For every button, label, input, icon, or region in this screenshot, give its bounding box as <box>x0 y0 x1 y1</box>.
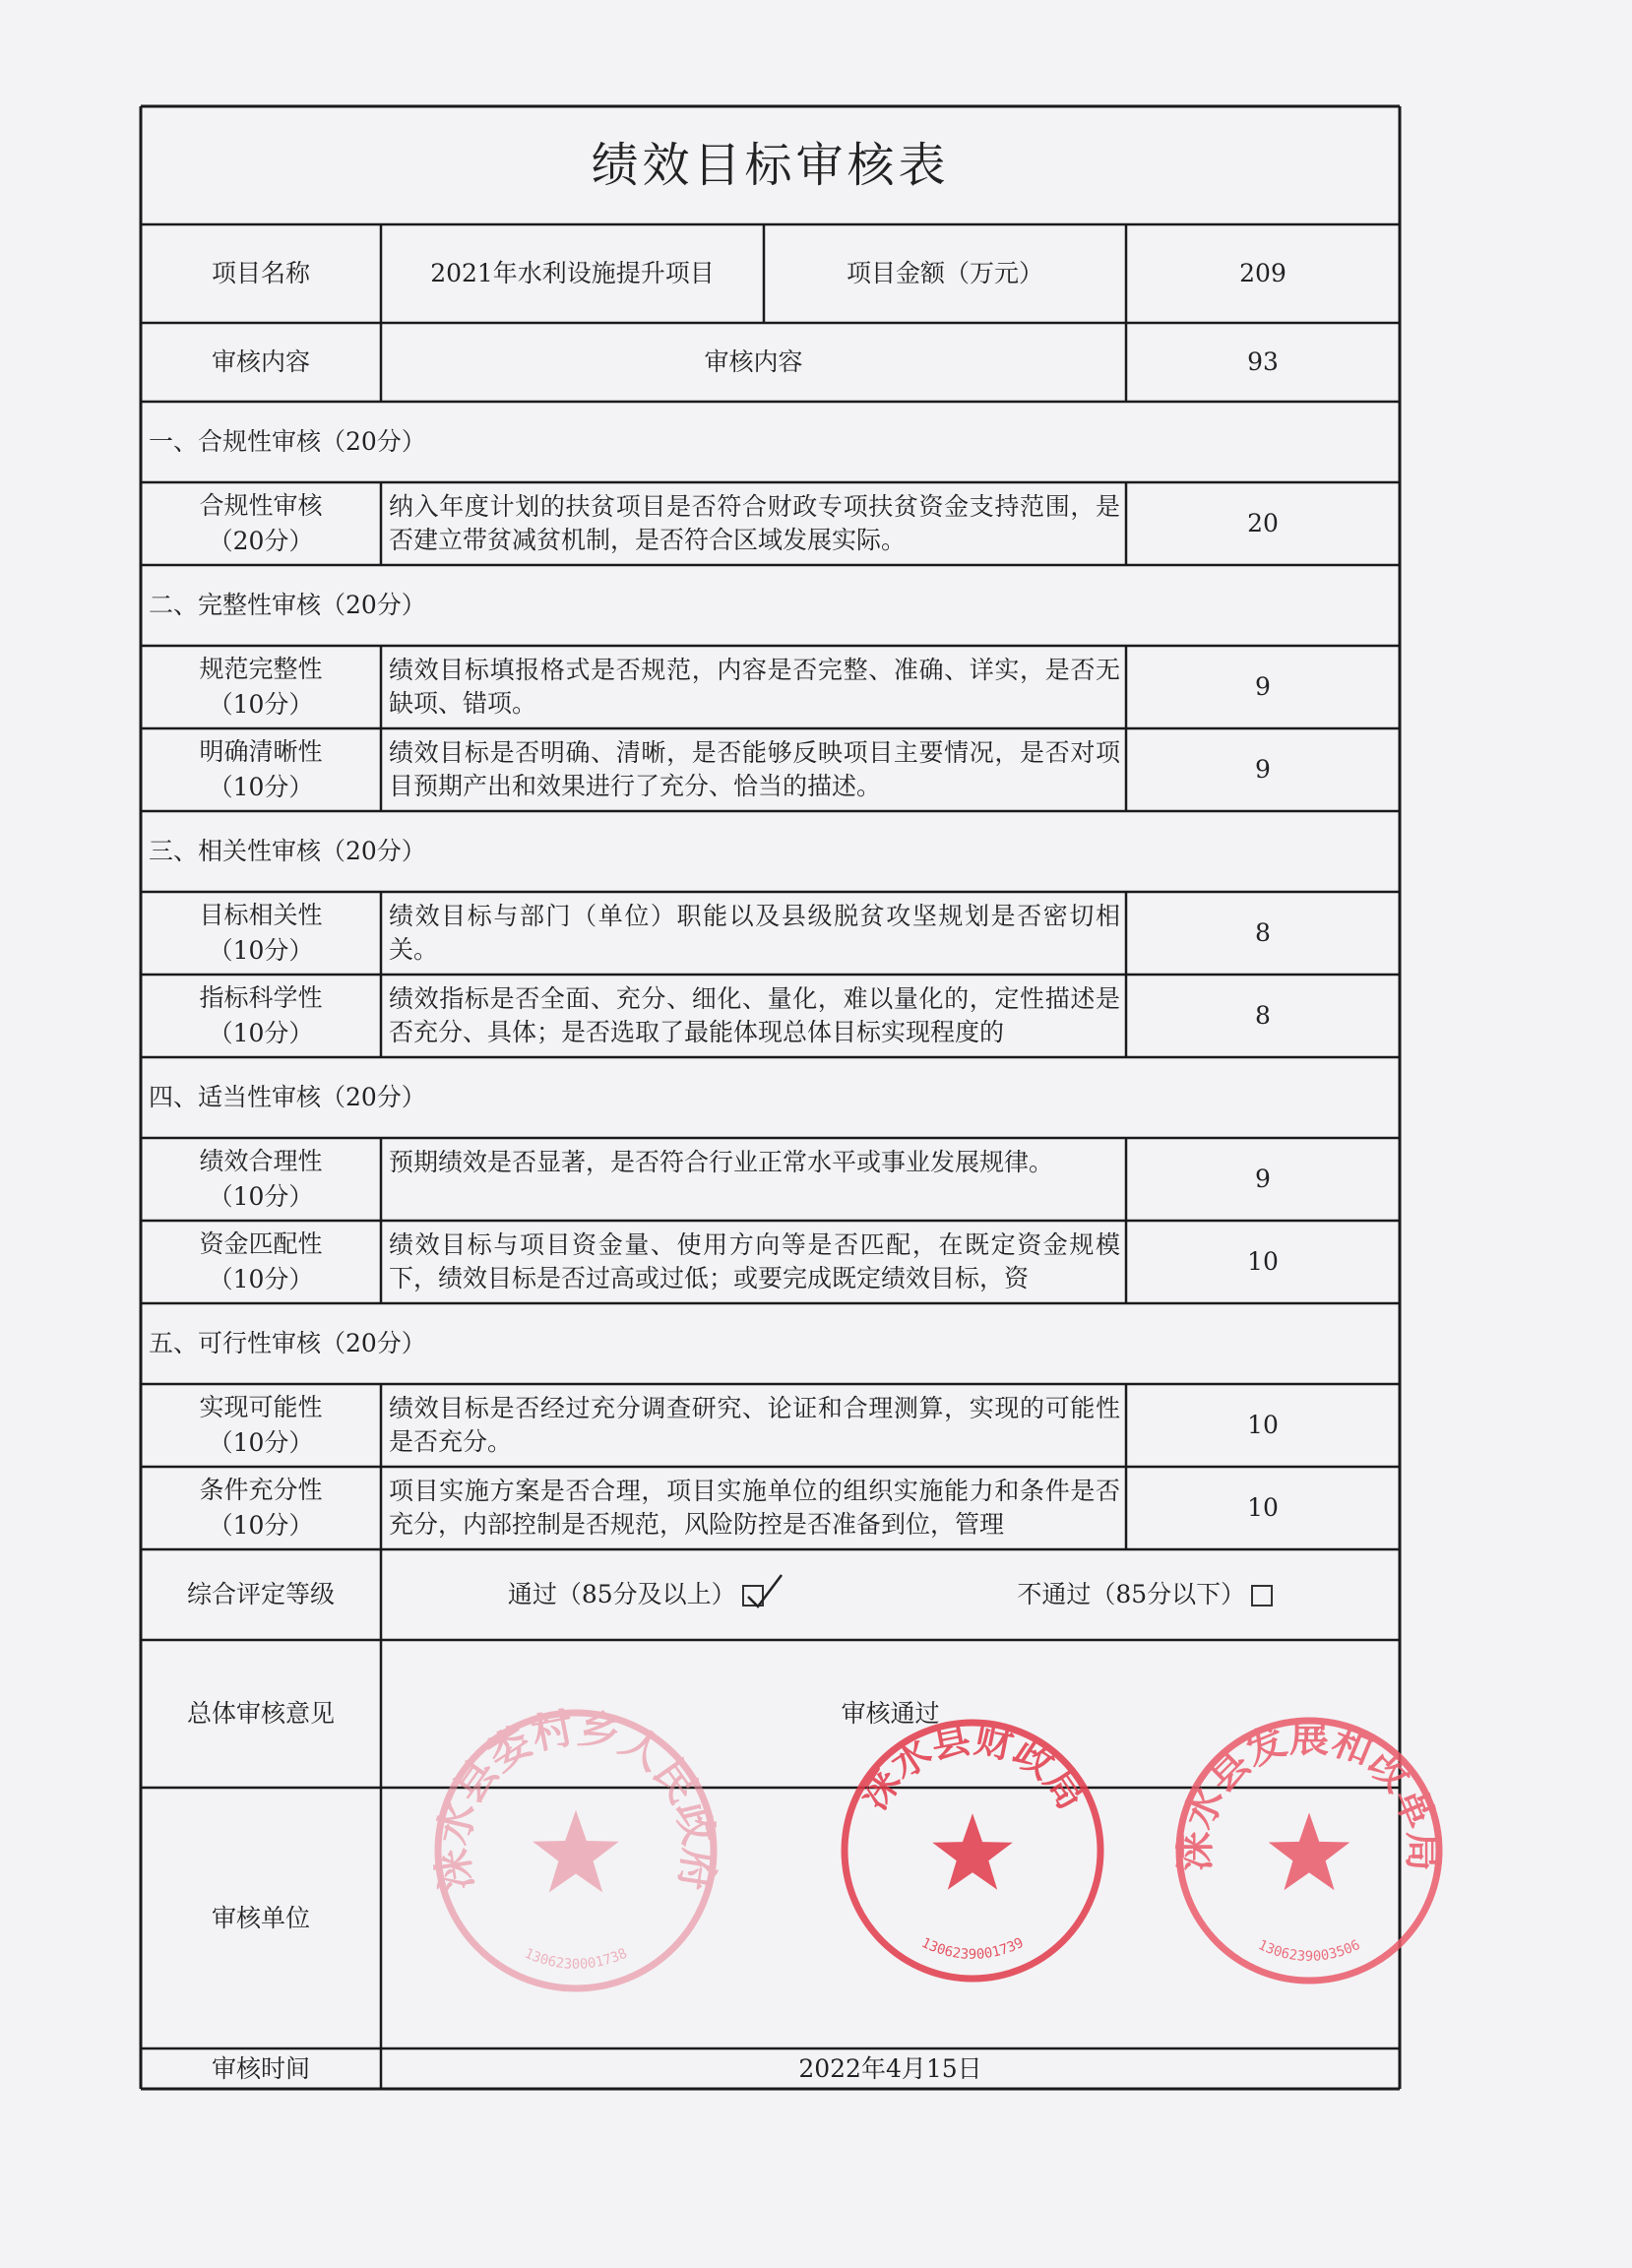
page-title: 绩效目标审核表 <box>591 138 950 193</box>
criterion-description: 绩效指标是否全面、充分、细化、量化，难以量化的，定性描述是否充分、具体；是否选取了最能体现总体目标实现程度的 <box>389 984 1120 1046</box>
review-content-header: 审核内容 <box>704 347 803 376</box>
total-score: 93 <box>1247 347 1279 376</box>
section-heading: 三、相关性审核（20分） <box>149 837 426 865</box>
section-heading: 二、完整性审核（20分） <box>149 591 426 619</box>
criterion-score: 10 <box>1247 1247 1279 1276</box>
criterion-description: 绩效目标填报格式是否规范，内容是否完整、准确、详实，是否无缺项、错项。 <box>389 656 1120 718</box>
fail-option-label: 不通过（85分以下） <box>1017 1580 1246 1608</box>
check-mark-icon <box>744 1573 784 1612</box>
seal-number: 1306239001739 <box>918 1934 1027 1963</box>
fail-option[interactable] <box>1017 1577 1273 1612</box>
criterion-description: 绩效目标与项目资金量、使用方向等是否匹配，在既定资金规模下，绩效目标是否过高或过低；或要完成既定绩效目标，资 <box>389 1230 1120 1292</box>
section-heading: 五、可行性审核（20分） <box>149 1329 426 1357</box>
section-heading: 一、合规性审核（20分） <box>149 427 426 456</box>
criterion-score: 8 <box>1255 918 1271 947</box>
pass-option-label: 通过（85分及以上） <box>507 1580 736 1608</box>
criterion-description: 预期绩效是否显著，是否符合行业正常水平或事业发展规律。 <box>389 1148 1054 1176</box>
criterion-name: 资金匹配性 （10分） <box>199 1229 323 1293</box>
review-content-label: 审核内容 <box>211 347 310 376</box>
review-unit-label: 审核单位 <box>211 1903 310 1932</box>
project-amount-value: 209 <box>1239 259 1287 287</box>
seal-text: 涞水县娄村乡人民政府 <box>427 1703 724 1894</box>
criterion-name: 绩效合理性 （10分） <box>199 1147 323 1211</box>
criterion-name: 指标科学性 （10分） <box>199 983 323 1047</box>
rating-label: 综合评定等级 <box>186 1580 335 1608</box>
criterion-score: 9 <box>1255 672 1271 701</box>
criterion-score: 10 <box>1247 1493 1279 1522</box>
project-amount-label: 项目金额（万元） <box>846 259 1043 287</box>
criterion-name: 目标相关性 （10分） <box>199 901 323 965</box>
criterion-description: 绩效目标是否明确、清晰，是否能够反映项目主要情况，是否对项目预期产出和效果进行了充分、恰当的描述。 <box>389 738 1120 800</box>
criterion-score: 10 <box>1247 1411 1279 1439</box>
criterion-score: 9 <box>1255 1165 1271 1193</box>
overall-opinion-value: 审核通过 <box>841 1699 940 1728</box>
seal-text: 涞水县财政局 <box>850 1716 1095 1818</box>
criterion-name: 合规性审核 （20分） <box>199 491 323 555</box>
seal-text: 涞水县发展和改革局 <box>1171 1714 1447 1871</box>
criterion-name: 条件充分性 （10分） <box>199 1476 323 1540</box>
seal-number: 1306239003506 <box>1255 1936 1363 1965</box>
criterion-name: 实现可能性 （10分） <box>199 1393 323 1457</box>
criterion-description: 绩效目标是否经过充分调查研究、论证和合理测算，实现的可能性是否充分。 <box>389 1394 1120 1456</box>
criterion-description: 纳入年度计划的扶贫项目是否符合财政专项扶贫资金支持范围，是否建立带贫减贫机制，是否符合区域发展实际。 <box>389 492 1120 554</box>
review-time-label: 审核时间 <box>211 2053 310 2083</box>
fail-checkbox[interactable] <box>1251 1585 1273 1606</box>
project-name-value: 2021年水利设施提升项目 <box>430 259 715 287</box>
criterion-name: 规范完整性 （10分） <box>199 655 323 719</box>
criterion-description: 绩效目标与部门（单位）职能以及县级脱贫攻坚规划是否密切相关。 <box>389 902 1120 964</box>
criterion-name: 明确清晰性 （10分） <box>199 737 323 801</box>
criterion-description: 项目实施方案是否合理，项目实施单位的组织实施能力和条件是否充分，内部控制是否规范，风险防控是否准备到位，管理 <box>389 1477 1120 1539</box>
overall-opinion-label: 总体审核意见 <box>186 1699 335 1728</box>
seal-number: 1306230001738 <box>522 1945 630 1973</box>
criterion-score: 8 <box>1255 1001 1271 1030</box>
pass-option[interactable] <box>508 1577 764 1612</box>
criterion-score: 20 <box>1247 509 1279 537</box>
review-time-value: 2022年4月15日 <box>798 2053 982 2083</box>
pass-checkbox[interactable] <box>742 1585 764 1606</box>
section-heading: 四、适当性审核（20分） <box>149 1083 426 1111</box>
criterion-score: 9 <box>1255 755 1271 784</box>
project-name-label: 项目名称 <box>211 259 310 287</box>
rating-options <box>381 1549 1400 1640</box>
